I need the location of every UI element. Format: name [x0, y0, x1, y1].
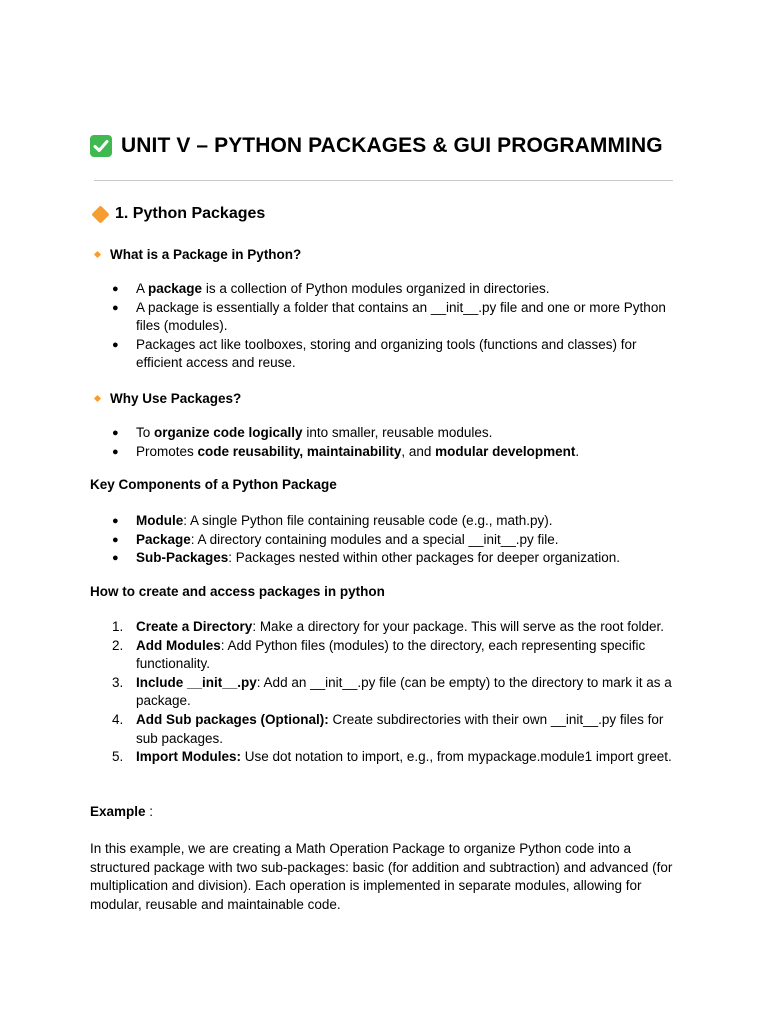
example-label: Example :	[90, 804, 154, 819]
list-item: ● A package is a collection of Python modules organized in directories.	[90, 280, 680, 299]
list-item: ● Package: A directory containing modules and a special __init__.py file.	[90, 531, 680, 550]
example-paragraph: In this example, we are creating a Math Operation Package to organize Python code into a structured package with two sub-packages: basic (for addition and subtraction) and advanced (for multiplication and division). Each operation is implemented in separate modules, allowing for modular, reusable and maintainable code.	[90, 841, 673, 912]
section-title: 1. Python Packages	[115, 205, 266, 222]
list-item: 1. Create a Directory: Make a directory for your package. This will serve as the root folder.	[112, 619, 664, 634]
list-item: ● Packages act like toolboxes, storing and organizing tools (functions and classes) for efficient access and reuse.	[90, 336, 680, 373]
howto-heading: How to create and access packages in python	[90, 584, 385, 599]
components-heading: Key Components of a Python Package	[90, 477, 337, 492]
steps-list	[90, 618, 680, 767]
page-title	[90, 134, 663, 158]
small-orange-diamond-icon	[94, 251, 101, 258]
list-item: 2. Add Modules: Add Python files (modules) to the directory, each representing specific functionality.	[112, 637, 646, 672]
title-text: UNIT V – PYTHON PACKAGES & GUI PROGRAMMING	[121, 134, 663, 157]
divider	[94, 180, 673, 181]
list-item: 3. Include __init__.py: Add an __init__.py file (can be empty) to the directory to mark it as a package.	[112, 674, 672, 709]
components-list	[90, 512, 680, 568]
what-heading	[95, 247, 301, 262]
check-mark-icon	[90, 135, 112, 157]
section-heading	[90, 205, 265, 223]
what-list	[90, 280, 680, 373]
what-heading-text: What is a Package in Python?	[110, 247, 302, 262]
list-item: ● Sub-Packages: Packages nested within other packages for deeper organization.	[90, 549, 680, 568]
why-heading	[95, 391, 241, 406]
why-list	[90, 424, 680, 461]
small-orange-diamond-icon	[94, 395, 101, 402]
list-item: ● Promotes code reusability, maintainability, and modular development.	[90, 443, 680, 462]
list-item: 4. Add Sub packages (Optional): Create subdirectories with their own __init__.py files for sub packages.	[112, 711, 664, 746]
list-item: ● Module: A single Python file containing reusable code (e.g., math.py).	[90, 512, 680, 531]
list-item: 5. Import Modules: Use dot notation to import, e.g., from mypackage.module1 import greet.	[112, 749, 672, 765]
list-item: ● A package is essentially a folder that contains an __init__.py file and one or more Python files (modules).	[90, 299, 680, 336]
list-item: ● To organize code logically into smaller, reusable modules.	[90, 424, 680, 443]
orange-diamond-icon	[91, 205, 109, 223]
why-heading-text: Why Use Packages?	[110, 391, 242, 406]
